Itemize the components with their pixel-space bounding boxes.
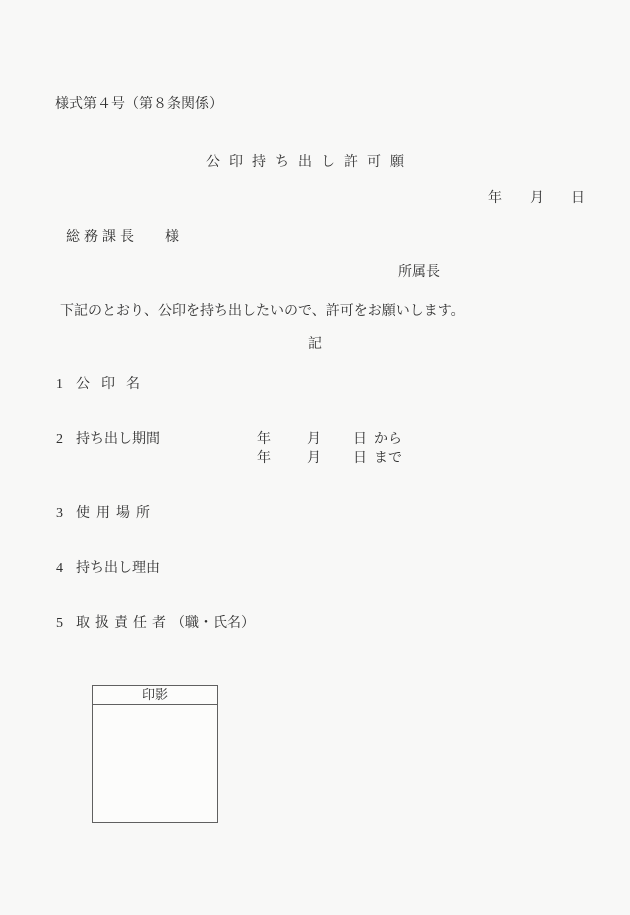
period-to-day-label: 日 — [353, 451, 367, 466]
item-4-number: 4 — [56, 561, 63, 576]
addressee-honorific: 様 — [165, 230, 179, 245]
seal-box-header: 印影 — [93, 686, 217, 705]
body-text: 下記のとおり、公印を持ち出したいので、許可をお願いします。 — [60, 304, 465, 319]
item-1-label: 公印名 — [76, 377, 151, 392]
addressee-name: 総務課長 — [66, 230, 138, 245]
item-2-number: 2 — [56, 432, 63, 447]
item-5-label-suffix: （職・氏名） — [171, 616, 255, 631]
period-from-suffix: から — [374, 432, 402, 447]
item-4-row — [56, 562, 160, 576]
item-2-row — [56, 433, 160, 447]
item-5-number: 5 — [56, 616, 63, 631]
item-5-row — [56, 617, 255, 631]
item-3-row — [56, 507, 156, 521]
form-number: 様式第４号（第８条関係） — [55, 97, 223, 112]
list-marker: 記 — [308, 337, 322, 352]
period-to-suffix: まで — [374, 451, 402, 466]
item-3-label: 使用場所 — [76, 506, 156, 521]
period-to-year-label: 年 — [257, 451, 271, 466]
period-to-month-label: 月 — [307, 451, 321, 466]
item-4-label: 持ち出し理由 — [76, 561, 160, 576]
item-1-number: 1 — [56, 377, 63, 392]
period-from-day-label: 日 — [353, 432, 367, 447]
item-1-row — [56, 378, 151, 392]
item-2-label: 持ち出し期間 — [76, 432, 160, 447]
document-title: 公印持ち出し許可願 — [206, 155, 413, 170]
item-3-number: 3 — [56, 506, 63, 521]
issue-date-day-label: 日 — [571, 191, 585, 206]
item-5-label: 取扱責任者 — [76, 616, 171, 631]
period-from-year-label: 年 — [257, 432, 271, 447]
issue-date-year-label: 年 — [488, 191, 502, 206]
addressee-line — [66, 231, 179, 245]
issue-date-month-label: 月 — [530, 191, 544, 206]
sender-title: 所属長 — [398, 265, 440, 280]
seal-impression-box — [92, 685, 218, 823]
period-from-month-label: 月 — [307, 432, 321, 447]
